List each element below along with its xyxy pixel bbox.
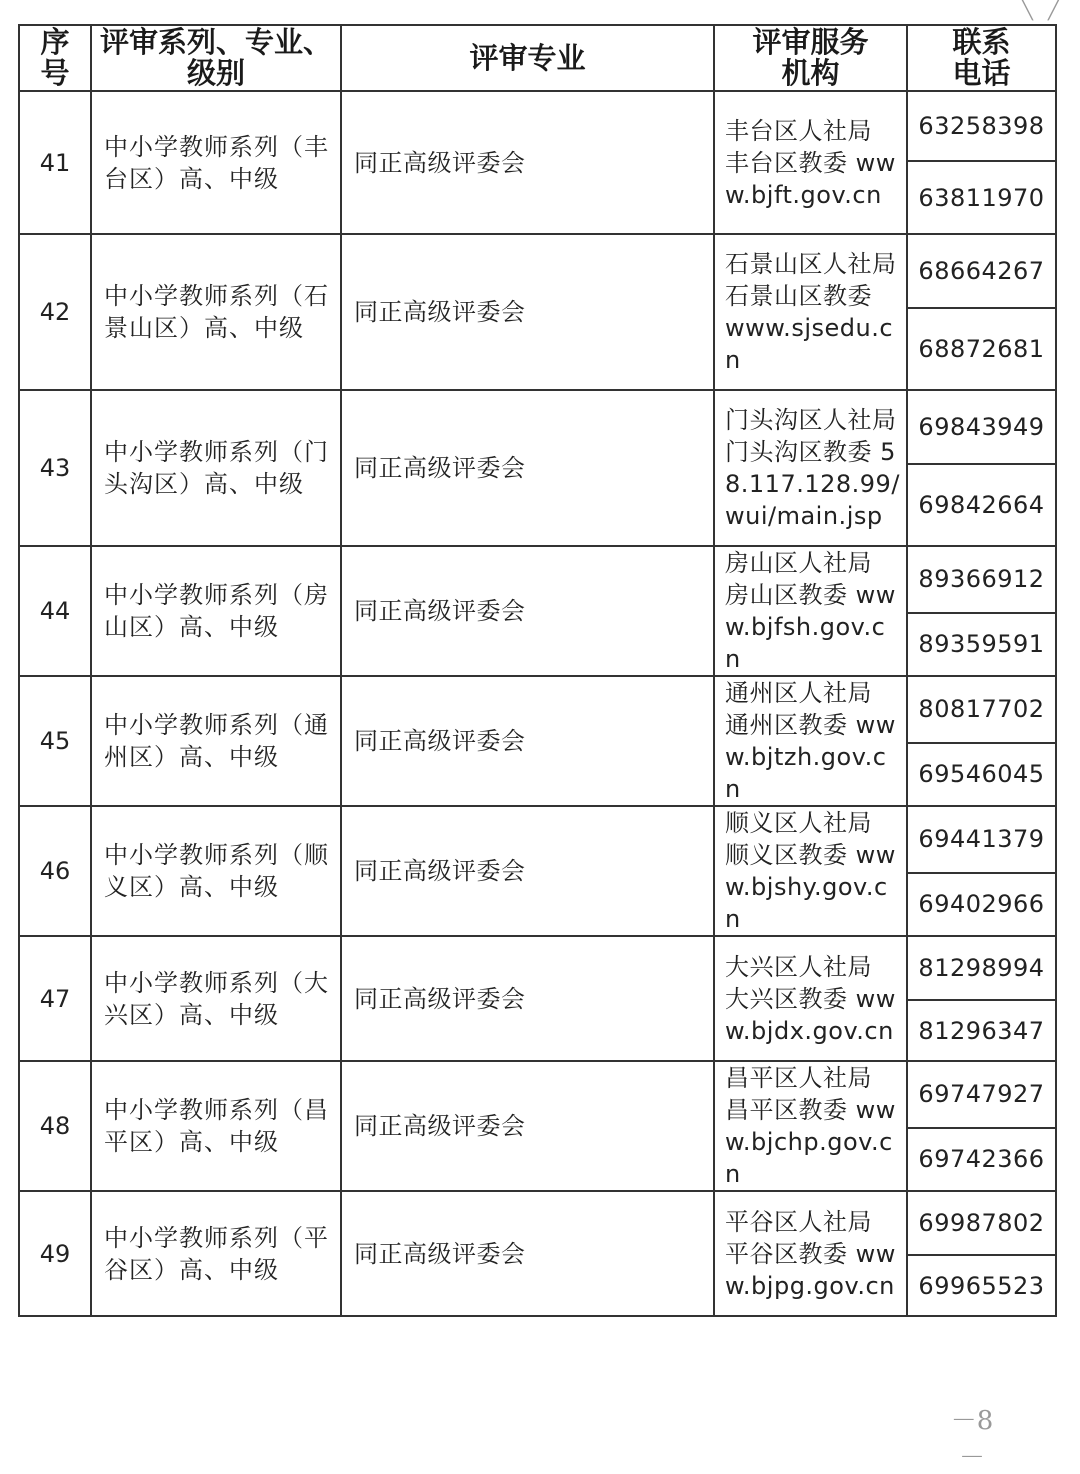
row-phone-1: 69987802 [907, 1191, 1056, 1255]
row-number: 48 [19, 1061, 91, 1191]
row-series: 中小学教师系列（房山区）高、中级 [91, 546, 341, 676]
corner-mark-right: ╱ [1048, 0, 1059, 21]
row-major: 同正高级评委会 [341, 1191, 714, 1316]
row-org: 房山区人社局 房山区教委 www.bjfsh.gov.cn [714, 546, 907, 676]
row-number: 43 [19, 390, 91, 546]
row-major: 同正高级评委会 [341, 91, 714, 234]
table-row [19, 1191, 1056, 1255]
row-org: 平谷区人社局 平谷区教委 www.bjpg.gov.cn [714, 1191, 907, 1316]
row-series: 中小学教师系列（顺义区）高、中级 [91, 806, 341, 936]
table-row [19, 676, 1056, 743]
row-org: 顺义区人社局 顺义区教委 www.bjshy.gov.cn [714, 806, 907, 936]
row-major: 同正高级评委会 [341, 234, 714, 390]
row-org: 昌平区人社局 昌平区教委 www.bjchp.gov.cn [714, 1061, 907, 1191]
table-row [19, 806, 1056, 873]
row-phone-2: 63811970 [907, 161, 1056, 234]
row-phone-1: 69843949 [907, 390, 1056, 464]
evaluation-table [18, 24, 1057, 1317]
row-number: 46 [19, 806, 91, 936]
row-org: 大兴区人社局 大兴区教委 www.bjdx.gov.cn [714, 936, 907, 1061]
row-phone-1: 69747927 [907, 1061, 1056, 1128]
row-major: 同正高级评委会 [341, 676, 714, 806]
row-phone-2: 81296347 [907, 1000, 1056, 1061]
row-phone-1: 81298994 [907, 936, 1056, 1000]
row-major: 同正高级评委会 [341, 1061, 714, 1191]
table-header-row [19, 25, 1056, 91]
header-phone: 联系电话 [907, 25, 1056, 91]
table-row [19, 1061, 1056, 1128]
page-number: －8－ [950, 1406, 994, 1473]
row-phone-2: 69965523 [907, 1255, 1056, 1316]
row-major: 同正高级评委会 [341, 936, 714, 1061]
row-number: 49 [19, 1191, 91, 1316]
corner-mark-left: ╲ [1022, 0, 1033, 21]
row-org: 丰台区人社局 丰台区教委 www.bjft.gov.cn [714, 91, 907, 234]
row-phone-1: 63258398 [907, 91, 1056, 161]
row-number: 45 [19, 676, 91, 806]
row-phone-1: 89366912 [907, 546, 1056, 613]
table-row [19, 234, 1056, 308]
row-series: 中小学教师系列（昌平区）高、中级 [91, 1061, 341, 1191]
row-phone-2: 68872681 [907, 308, 1056, 390]
table-row [19, 936, 1056, 1000]
row-series: 中小学教师系列（通州区）高、中级 [91, 676, 341, 806]
row-series: 中小学教师系列（丰台区）高、中级 [91, 91, 341, 234]
table-row [19, 91, 1056, 161]
row-phone-1: 69441379 [907, 806, 1056, 873]
header-major: 评审专业 [341, 25, 714, 91]
table-row [19, 390, 1056, 464]
row-series: 中小学教师系列（门头沟区）高、中级 [91, 390, 341, 546]
row-phone-2: 69742366 [907, 1128, 1056, 1191]
row-phone-2: 89359591 [907, 613, 1056, 676]
row-phone-2: 69842664 [907, 464, 1056, 546]
table-row [19, 546, 1056, 613]
row-number: 42 [19, 234, 91, 390]
row-number: 41 [19, 91, 91, 234]
header-series: 评审系列、专业、级别 [91, 25, 341, 91]
row-phone-1: 80817702 [907, 676, 1056, 743]
row-number: 44 [19, 546, 91, 676]
row-major: 同正高级评委会 [341, 546, 714, 676]
header-no: 序号 [19, 25, 91, 91]
row-major: 同正高级评委会 [341, 806, 714, 936]
row-org: 门头沟区人社局 门头沟区教委 58.117.128.99/wui/main.jsp [714, 390, 907, 546]
row-number: 47 [19, 936, 91, 1061]
row-org: 通州区人社局 通州区教委 www.bjtzh.gov.cn [714, 676, 907, 806]
row-phone-2: 69402966 [907, 873, 1056, 936]
row-phone-2: 69546045 [907, 743, 1056, 806]
row-phone-1: 68664267 [907, 234, 1056, 308]
row-series: 中小学教师系列（石景山区）高、中级 [91, 234, 341, 390]
header-org: 评审服务机构 [714, 25, 907, 91]
table-body [19, 91, 1056, 1316]
row-series: 中小学教师系列（大兴区）高、中级 [91, 936, 341, 1061]
row-major: 同正高级评委会 [341, 390, 714, 546]
row-org: 石景山区人社局 石景山区教委 www.sjsedu.cn [714, 234, 907, 390]
row-series: 中小学教师系列（平谷区）高、中级 [91, 1191, 341, 1316]
